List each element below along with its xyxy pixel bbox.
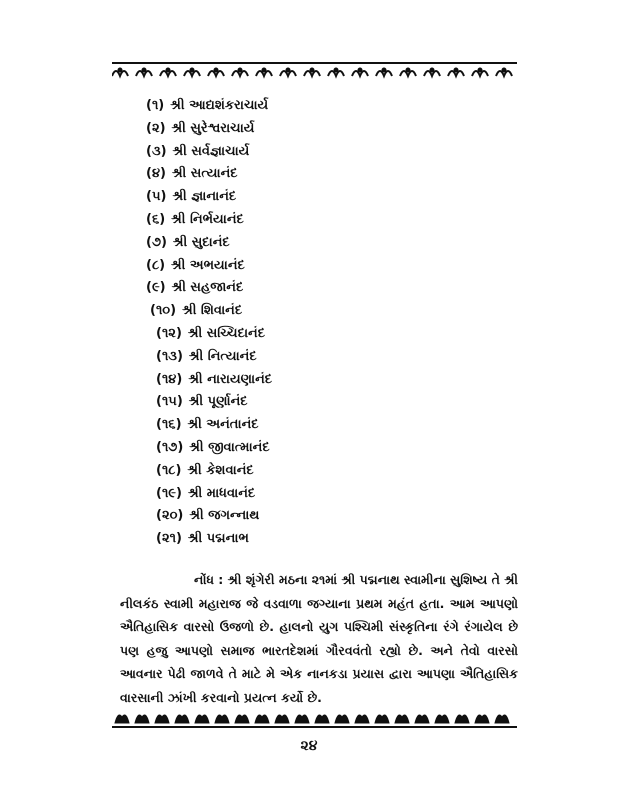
list-item-number: (૧૫) (156, 394, 183, 409)
list-item-name: શ્રી કેશવાનંદ (187, 463, 254, 478)
list-item-number: (૫) (146, 189, 167, 204)
top-border-dot (454, 68, 458, 72)
list-item (156, 484, 255, 504)
top-border-dot (310, 68, 314, 72)
bottom-border-motif (495, 715, 509, 723)
top-border-dot (214, 68, 218, 72)
list-item-number: (૧૦) (150, 303, 177, 318)
list-item-name: શ્રી સહજાનંદ (171, 280, 244, 295)
list-item-name: શ્રી સુરેશ્વરાચાર્ય (171, 121, 255, 136)
list-item-number: (૨) (146, 121, 166, 136)
list-item (150, 301, 242, 321)
list-item (146, 142, 249, 162)
list-item-number: (૩) (146, 144, 167, 159)
list-item (146, 96, 268, 116)
list-item-number: (૧૭) (156, 440, 184, 455)
list-item-number: (૯) (146, 280, 166, 295)
top-border-dot (118, 68, 122, 72)
bottom-border-motif (255, 715, 269, 723)
list-item-number: (૧૪) (156, 372, 183, 387)
bottom-border-motif (355, 715, 369, 723)
list-item-number: (૮) (146, 258, 166, 273)
list-item-number: (૧૮) (156, 463, 182, 478)
list-item (156, 529, 249, 549)
top-border-dot (406, 68, 410, 72)
list-item-name: શ્રી જીવાત્માનંદ (189, 440, 270, 455)
list-item-number: (૧૬) (156, 417, 182, 432)
bottom-border-motif (195, 715, 209, 723)
bottom-border-motif (235, 715, 249, 723)
list-item (146, 187, 236, 207)
top-border-dot (190, 68, 194, 72)
list-item-name: શ્રી જગન્નાથ (189, 508, 260, 523)
list-item (156, 392, 248, 412)
list-item-number: (૧૨) (156, 326, 182, 341)
bottom-border-motif (295, 715, 309, 723)
bottom-border-motif (335, 715, 349, 723)
list-item-number: (૬) (146, 212, 166, 227)
bottom-border-motif (135, 715, 149, 723)
list-item-name: શ્રી સત્યાનંદ (171, 166, 238, 181)
list-item (156, 461, 254, 481)
list-item-number: (૧૩) (156, 349, 183, 364)
list-item-name: શ્રી નિત્યાનંદ (188, 349, 257, 364)
bottom-border-motif (315, 715, 329, 723)
list-item (146, 119, 254, 139)
list-item-name: શ્રી અભયાનંદ (171, 258, 245, 273)
bottom-border-motif (115, 715, 129, 723)
list-item (146, 164, 238, 184)
list-item (146, 233, 230, 253)
list-item (156, 324, 265, 344)
bottom-border-motif (415, 715, 429, 723)
list-item (146, 278, 243, 298)
top-border-dot (502, 68, 506, 72)
bottom-border-motif (395, 715, 409, 723)
list-item (156, 370, 272, 390)
top-border-dot (334, 68, 338, 72)
note-label: નોંધ : (194, 572, 224, 587)
list-item-name: શ્રી સુદાનંદ (172, 235, 230, 250)
top-border-dot (430, 68, 434, 72)
list-item-name: શ્રી નારાયણાનંદ (188, 372, 273, 387)
top-border-dot (262, 68, 266, 72)
list-item-number: (૭) (146, 235, 167, 250)
list-item (156, 438, 270, 458)
bottom-border-motif (215, 715, 229, 723)
bottom-border-motif (275, 715, 289, 723)
bottom-border-motif (375, 715, 389, 723)
top-border-dot (478, 68, 482, 72)
list-item-name: શ્રી પૂર્ણાનંદ (188, 394, 248, 409)
list-item-name: શ્રી જ્ઞાનાનંદ (172, 189, 237, 204)
list-item-number: (૧) (146, 98, 165, 113)
top-border-dot (382, 68, 386, 72)
bottom-border-motif (155, 715, 169, 723)
bottom-border-motif (455, 715, 469, 723)
list-item (146, 256, 245, 276)
top-ornamental-border (112, 58, 517, 86)
list-item-number: (૧૯) (156, 486, 182, 501)
top-border-dot (238, 68, 242, 72)
list-item (146, 210, 244, 230)
top-border-dot (286, 68, 290, 72)
note-paragraph (120, 568, 518, 709)
list-item-name: શ્રી સચ્ચિદાનંદ (187, 326, 265, 341)
list-item-name: શ્રી નિર્ભયાનંદ (171, 212, 244, 227)
top-border-dot (166, 68, 170, 72)
page-number: ૨૪ (300, 738, 318, 754)
top-border-dot (142, 68, 146, 72)
list-item-name: શ્રી આદ્યશંકરાચાર્ય (170, 98, 269, 113)
bottom-border-motif (175, 715, 189, 723)
list-item (156, 506, 259, 526)
list-item-number: (૪) (146, 166, 166, 181)
bottom-border-motif (435, 715, 449, 723)
list-item-name: શ્રી માધવાનંદ (187, 486, 256, 501)
list-item-name: શ્રી શિવાનંદ (182, 303, 243, 318)
list-item-number: (૨૦) (156, 508, 184, 523)
top-border-dot (358, 68, 362, 72)
bottom-ornamental-border (112, 704, 517, 734)
list-item-name: શ્રી પદ્મનાભ (187, 531, 249, 546)
list-item (156, 347, 257, 367)
list-item (156, 415, 259, 435)
note-text: શ્રી શૃંગેરી મઠના ૨૧માં શ્રી પદ્મનાથ સ્વામીના સુશિષ્ય તે શ્રી નીલકંઠ સ્વામી મહારાજ જે વડવાળા જગ્યાના પ્રથમ મહંત હતા. આમ આપણો ઐતિહાસિક વારસો ઉજળો છે. હાલનો યુગ પશ્ચિમી સંસ્કૃતિના રંગે રંગાયેલ છે પણ હજુ આપણો સમાજ ભારતદેશમાં ગૌરવવંતો રહ્યો છે. અને તેવો વારસો આવનાર પેઢી જાળવે તે માટે મે એક નાનકડા પ્રયાસ દ્વારા આપણા ઐતિહાસિક વારસાની ઝાંખી કરવાનો પ્રયત્ન કર્યો છે. (120, 572, 519, 705)
list-item-name: શ્રી સર્વજ્ઞાચાર્ય (172, 144, 250, 159)
list-item-number: (૨૧) (156, 531, 182, 546)
bottom-border-motif (475, 715, 489, 723)
list-item-name: શ્રી અનંતાનંદ (187, 417, 259, 432)
